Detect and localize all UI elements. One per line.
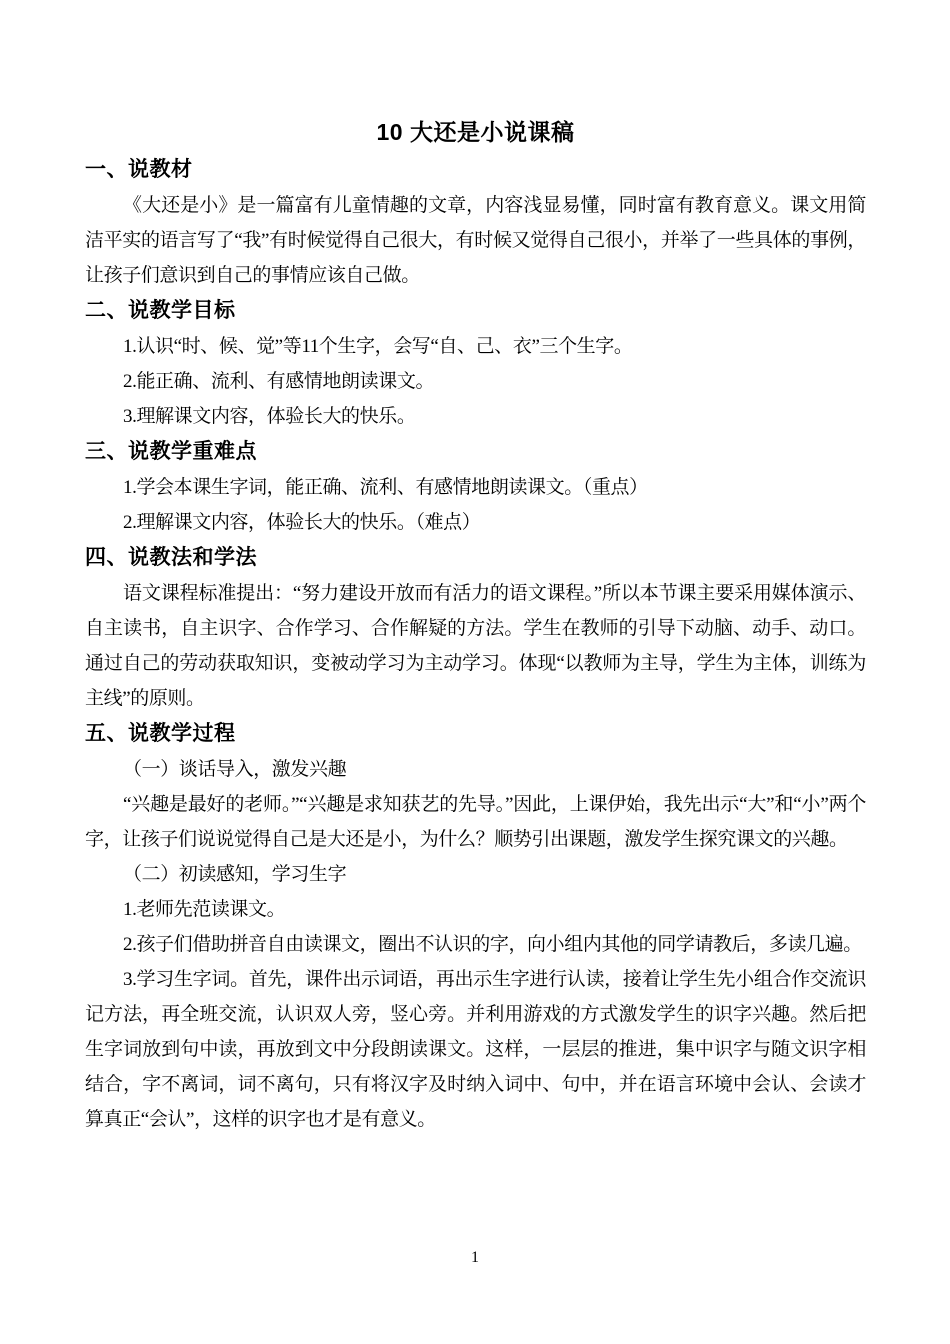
heading-process: 五、说教学过程 (85, 722, 236, 745)
objective-item-1: 1.认识“时、候、觉”等11个生字，会写“自、己、衣”三个生字。 (123, 336, 633, 357)
para-lead-in: “兴趣是最好的老师。”“兴趣是求知获艺的先导。”因此，上课伊始，我先出示“大”和“小”两个字，让孩子们说说觉得自己是大还是小，为什么？顺势引出课题，激发学生探究课文的兴趣。 (85, 794, 866, 850)
process-item-3: 3.学习生字词。首先，课件出示词语，再出示生字进行认读，接着让学生先小组合作交流识记方法，再全班交流，认识双人旁，竖心旁。并利用游戏的方式激发学生的识字兴趣。然后把生字词放到句中读，再放到文中分段朗读课文。这样，一层层的推进，集中识字与随文识字相结合，字不离词，词不离句，只有将汉字及时纳入词中、句中，并在语言环境中会认、会读才算真正“会认”，这样的识字也才是有意义。 (85, 969, 866, 1130)
heading-methods: 四、说教法和学法 (85, 546, 257, 569)
process-step-2-heading: （二）初读感知，学习生字 (123, 864, 347, 885)
process-item-1: 1.老师先范读课文。 (123, 899, 286, 920)
para-methods: 语文课程标准提出：“努力建设开放而有活力的语文课程。”所以本节课主要采用媒体演示、自主读书，自主识字、合作学习、合作解疑的方法。学生在教师的引导下动脑、动手、动口。通过自己的劳动获取知识，变被动学习为主动学习。体现“以教师为主导，学生为主体，训练为主线”的原则。 (85, 583, 866, 709)
process-item-2: 2.孩子们借助拼音自由读课文，圈出不认识的字，向小组内其他的同学请教后，多读几遍。 (123, 934, 862, 955)
key-point-item-2: 2.理解课文内容，体验长大的快乐。（难点） (123, 512, 481, 533)
section-process (85, 716, 866, 1137)
section-objectives (85, 293, 866, 434)
heading-objectives: 二、说教学目标 (85, 299, 236, 322)
process-step-1-heading: （一）谈话导入，激发兴趣 (123, 759, 347, 780)
key-point-item-1: 1.学会本课生字词，能正确、流利、有感情地朗读课文。（重点） (123, 477, 648, 498)
section-key-points (85, 434, 866, 540)
section-textbook (85, 152, 866, 293)
section-methods (85, 540, 866, 716)
page-number: 1 (471, 1249, 479, 1266)
heading-textbook: 一、说教材 (85, 158, 193, 181)
heading-key-points: 三、说教学重难点 (85, 440, 257, 463)
document-title: 10 大还是小说课稿 (376, 119, 575, 145)
objective-item-3: 3.理解课文内容，体验长大的快乐。 (123, 406, 416, 427)
objective-item-2: 2.能正确、流利、有感情地朗读课文。 (123, 371, 435, 392)
para-textbook-intro: 《大还是小》是一篇富有儿童情趣的文章，内容浅显易懂，同时富有教育意义。课文用简洁平实的语言写了“我”有时候觉得自己很大，有时候又觉得自己很小，并举了一些具体的事例，让孩子们意识到自己的事情应该自己做。 (85, 195, 866, 286)
